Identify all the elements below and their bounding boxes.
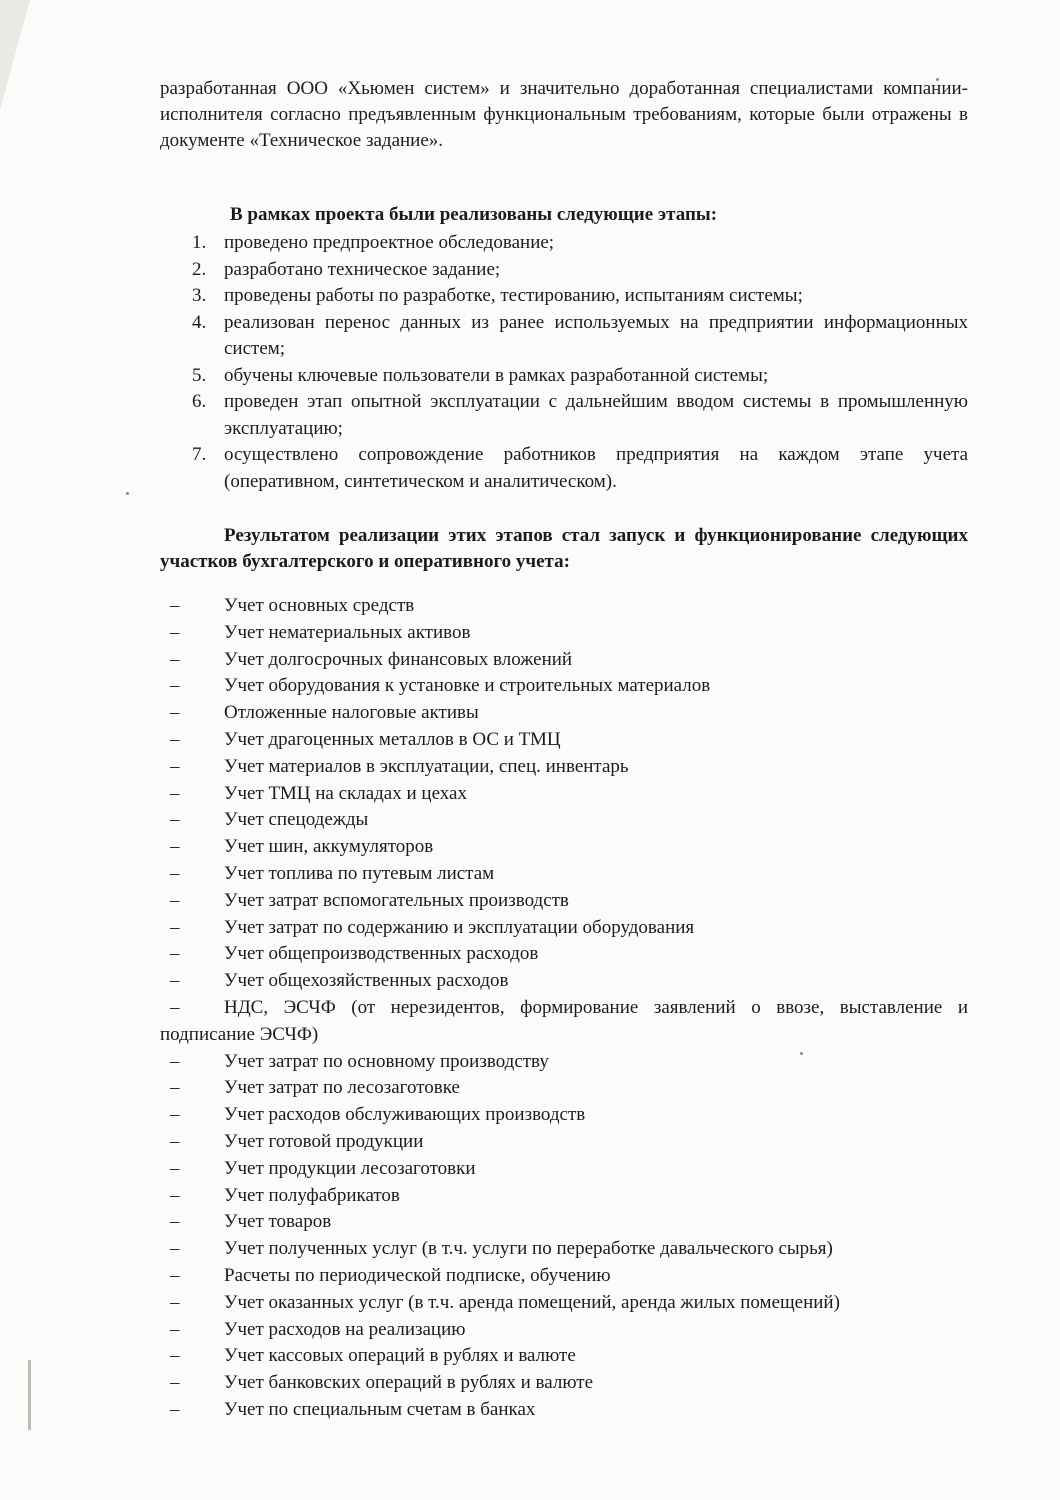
list-item — [160, 754, 968, 781]
dash-bullet: – — [170, 675, 180, 697]
scan-speck — [126, 492, 129, 495]
list-item — [160, 1129, 968, 1156]
stage-number: 3. — [192, 285, 207, 306]
list-item-text: Учет затрат вспомогательных производств — [224, 889, 569, 911]
list-item — [160, 727, 968, 754]
list-item — [160, 1156, 968, 1183]
list-item-text: Учет долгосрочных финансовых вложений — [224, 648, 573, 670]
list-item — [160, 781, 968, 808]
list-item-text: Учет полуфабрикатов — [224, 1184, 400, 1206]
list-item — [160, 1397, 968, 1424]
dash-bullet: – — [170, 728, 180, 750]
list-item-text: Учет оказанных услуг (в т.ч. аренда помещений, аренда жилых помещений) — [224, 1291, 840, 1313]
list-item-text: Учет общепроизводственных расходов — [224, 943, 539, 965]
stage-text: обучены ключевые пользователи в рамках разработанной системы; — [224, 364, 769, 386]
list-item — [160, 968, 968, 995]
scan-edge-mark — [28, 1360, 31, 1430]
stage-number: 5. — [192, 364, 207, 386]
dash-bullet: – — [170, 1238, 180, 1260]
list-item — [160, 995, 968, 1049]
dash-bullet: – — [170, 1104, 180, 1126]
dash-bullet: – — [170, 916, 180, 938]
dash-bullet: – — [170, 1050, 180, 1072]
results-heading: Результатом реализации этих этапов стал запуск и функционирование следующих участков бухгалтерского и оперативного учета: — [160, 525, 968, 572]
stage-text: проведены работы по разработке, тестированию, испытаниям системы; — [224, 285, 803, 306]
stage-item — [160, 283, 968, 310]
list-item — [160, 673, 968, 700]
dash-bullet: – — [170, 862, 180, 884]
list-item-text: Учет нематериальных активов — [224, 621, 471, 643]
list-item-text: Учет топлива по путевым листам — [224, 862, 495, 884]
stage-number: 1. — [192, 232, 207, 253]
dash-bullet: – — [170, 755, 180, 777]
list-item-text: Учет товаров — [224, 1211, 332, 1233]
dash-bullet: – — [170, 889, 180, 911]
stage-item — [160, 310, 968, 363]
list-item-text: Учет кассовых операций в рублях и валюте — [224, 1345, 576, 1367]
list-item — [160, 807, 968, 834]
stages-list — [160, 230, 968, 495]
list-item — [160, 834, 968, 861]
dash-bullet: – — [170, 702, 180, 724]
list-item — [160, 1370, 968, 1397]
list-item-text: Отложенные налоговые активы — [224, 702, 479, 724]
list-item-text: Учет расходов обслуживающих производств — [224, 1104, 586, 1126]
list-item — [160, 1236, 968, 1263]
intro-paragraph: разработанная ООО «Хьюмен систем» и значительно доработанная специалистами компании-исполнителя согласно предъявленным функциональным требованиям, которые были отражены в документе «Техническое задание». — [160, 78, 968, 151]
dash-bullet: – — [170, 1184, 180, 1206]
list-item — [160, 941, 968, 968]
list-item-text: Учет оборудования к установке и строительных материалов — [224, 675, 711, 697]
dash-bullet: – — [170, 996, 180, 1018]
list-item — [160, 1183, 968, 1210]
stage-number: 2. — [192, 258, 207, 280]
dash-bullet: – — [170, 1211, 180, 1233]
list-item — [160, 1075, 968, 1102]
stages-heading: В рамках проекта были реализованы следующие этапы: — [230, 204, 718, 225]
stage-text: осуществлено сопровождение работников предприятия на каждом этапе учета (оперативном, синтетическом и аналитическом). — [224, 444, 968, 492]
list-item — [160, 593, 968, 620]
list-item — [160, 1049, 968, 1076]
dash-bullet: – — [170, 1398, 180, 1420]
dash-bullet: – — [170, 1130, 180, 1152]
stage-item — [160, 442, 968, 495]
dash-bullet: – — [170, 836, 180, 858]
dash-bullet: – — [170, 1372, 180, 1394]
folded-corner — [0, 0, 30, 110]
stage-number: 6. — [192, 391, 207, 412]
list-item-text: Учет ТМЦ на складах и цехах — [224, 782, 467, 804]
dash-bullet: – — [170, 970, 180, 992]
list-item-text: Учет драгоценных металлов в ОС и ТМЦ — [224, 728, 561, 750]
accounting-areas-list — [160, 593, 968, 1424]
stage-number: 7. — [192, 444, 207, 465]
list-item-text: Учет затрат по содержанию и эксплуатации оборудования — [224, 916, 695, 938]
stage-number: 4. — [192, 311, 207, 333]
list-item-text: Учет продукции лесозаготовки — [224, 1157, 476, 1179]
list-item — [160, 1209, 968, 1236]
dash-bullet: – — [170, 782, 180, 804]
list-item — [160, 647, 968, 674]
dash-bullet: – — [170, 621, 180, 643]
dash-bullet: – — [170, 595, 180, 616]
list-item — [160, 1102, 968, 1129]
list-item — [160, 888, 968, 915]
dash-bullet: – — [170, 1318, 180, 1340]
list-item-text: Учет банковских операций в рублях и валюте — [224, 1372, 594, 1394]
list-item-text: Учет полученных услуг (в т.ч. услуги по переработке давальческого сырья) — [224, 1238, 833, 1260]
list-item — [160, 700, 968, 727]
stage-text: проведено предпроектное обследование; — [224, 232, 555, 253]
list-item-text: Учет готовой продукции — [224, 1130, 424, 1152]
document-body — [160, 76, 968, 1424]
dash-bullet: – — [170, 1345, 180, 1367]
stage-item — [160, 230, 968, 257]
list-item-text: Расчеты по периодической подписке, обучению — [224, 1264, 611, 1286]
dash-bullet: – — [170, 648, 180, 670]
stage-text: проведен этап опытной эксплуатации с дальнейшим вводом системы в промышленную эксплуатацию; — [224, 391, 968, 439]
stage-item — [160, 257, 968, 284]
list-item-text: Учет затрат по основному производству — [224, 1050, 549, 1072]
list-item — [160, 1263, 968, 1290]
dash-bullet: – — [170, 1264, 180, 1286]
list-item — [160, 1317, 968, 1344]
list-item-text: Учет спецодежды — [224, 809, 369, 831]
stage-item — [160, 389, 968, 442]
list-item-text: Учет основных средств — [224, 595, 415, 616]
list-item — [160, 1290, 968, 1317]
list-item — [160, 620, 968, 647]
list-item-text: Учет расходов на реализацию — [224, 1318, 466, 1340]
list-item-text: Учет затрат по лесозаготовке — [224, 1077, 460, 1099]
dash-bullet: – — [170, 1157, 180, 1179]
stage-text: реализован перенос данных из ранее используемых на предприятии информационных систем; — [224, 311, 968, 359]
list-item — [160, 915, 968, 942]
list-item-text: НДС, ЭСЧФ (от нерезидентов, формирование заявлений о ввозе, выставление и подписание ЭСЧФ) — [160, 996, 968, 1045]
list-item-text: Учет общехозяйственных расходов — [224, 970, 509, 992]
stage-text: разработано техническое задание; — [224, 258, 501, 280]
dash-bullet: – — [170, 809, 180, 831]
dash-bullet: – — [170, 1077, 180, 1099]
list-item-text: Учет материалов в эксплуатации, спец. инвентарь — [224, 755, 629, 777]
list-item — [160, 1343, 968, 1370]
stage-item — [160, 363, 968, 390]
list-item-text: Учет по специальным счетам в банках — [224, 1398, 536, 1420]
list-item-text: Учет шин, аккумуляторов — [224, 836, 434, 858]
dash-bullet: – — [170, 943, 180, 965]
dash-bullet: – — [170, 1291, 180, 1313]
list-item — [160, 861, 968, 888]
